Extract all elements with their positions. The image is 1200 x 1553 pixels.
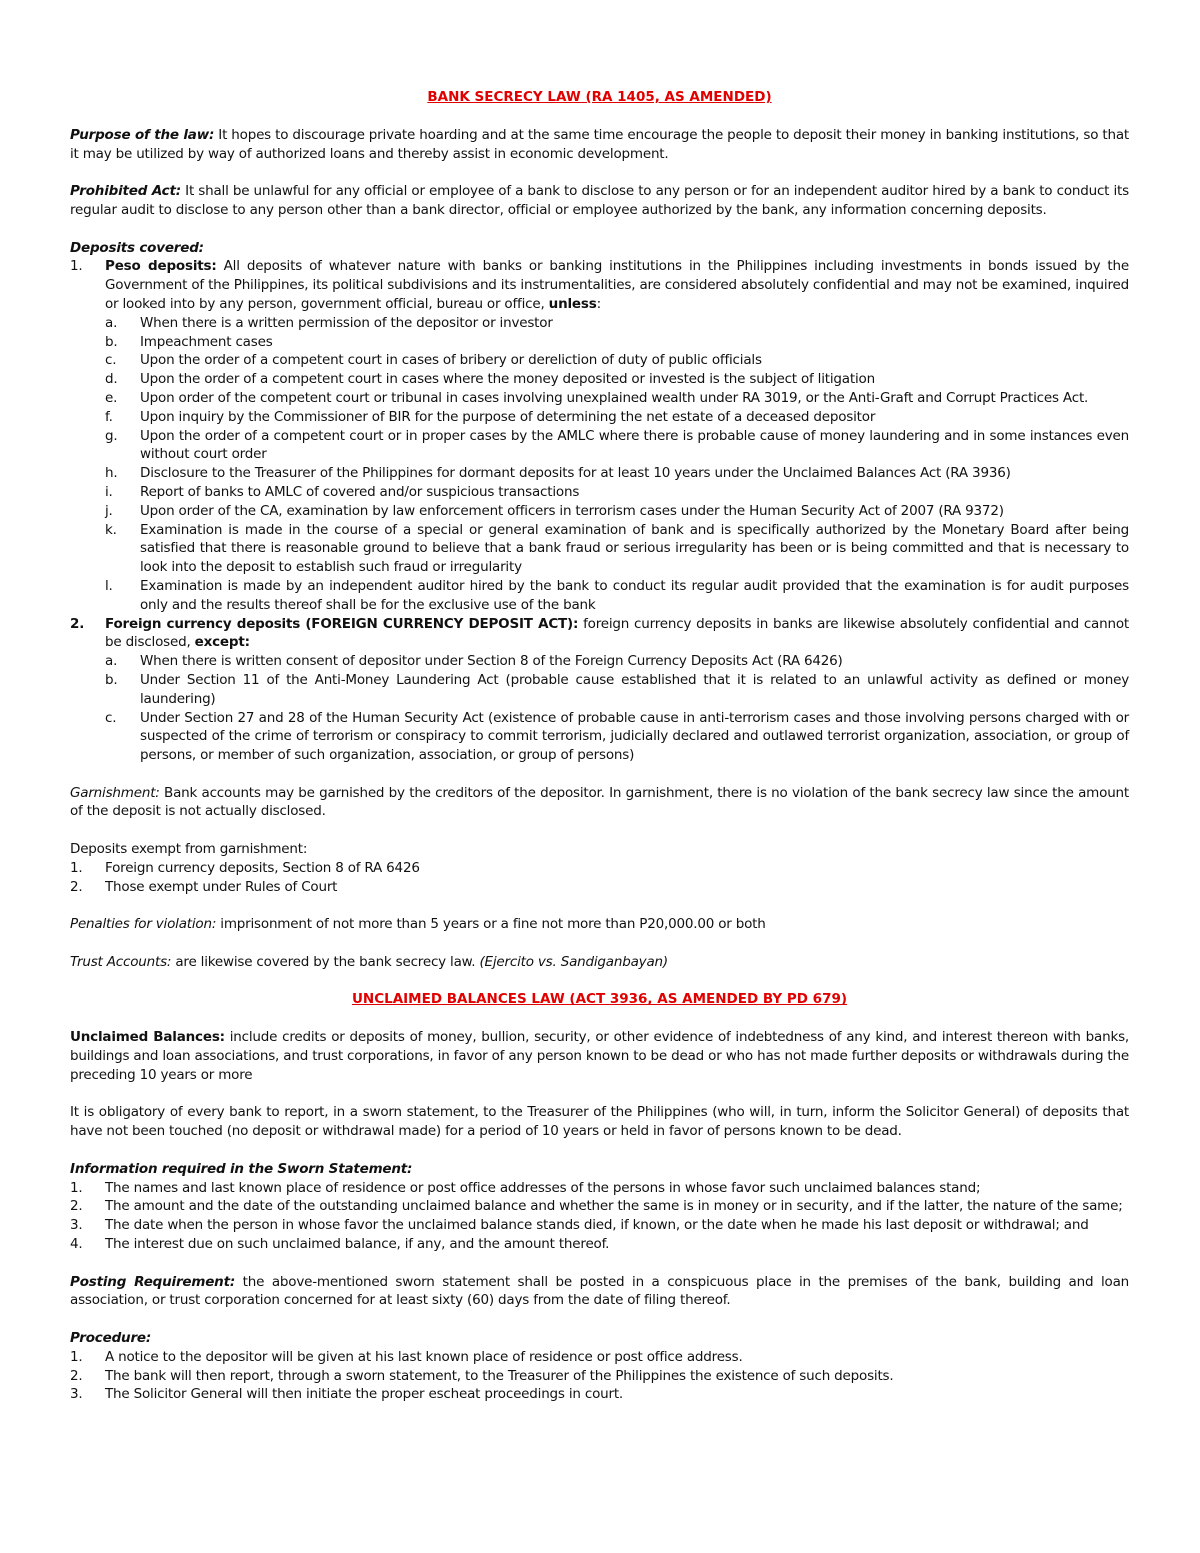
list-item bbox=[70, 1235, 1129, 1254]
list-item bbox=[70, 878, 1129, 897]
list-marker: a. bbox=[105, 314, 118, 331]
exempt-deposits-list bbox=[70, 859, 1129, 897]
penalties-label: Penalties for violation: bbox=[70, 916, 217, 933]
list-item bbox=[70, 859, 1129, 878]
except-keyword: except: bbox=[194, 634, 250, 651]
garnishment-paragraph bbox=[70, 784, 1129, 822]
posting-requirement-text: the above-mentioned sworn statement shall be posted in a conspicuous place in the premises of the bank, building and loan association, or trust corporation concerned for at least sixty (60) days from the date of filing thereof. bbox=[70, 1273, 1129, 1309]
list-marker: 4. bbox=[70, 1236, 83, 1253]
case-citation: (Ejercito vs. Sandiganbayan) bbox=[479, 953, 668, 970]
list-item-text: The interest due on such unclaimed balance, if any, and the amount thereof. bbox=[105, 1236, 610, 1253]
list-item-text: Upon the order of a competent court or in proper cases by the AMLC where there is probable cause of money laundering and in some instances even without court order bbox=[140, 427, 1129, 463]
list-marker: 2. bbox=[70, 615, 85, 632]
list-item-text: The names and last known place of residence or post office addresses of the persons in whose favor such unclaimed balances stand; bbox=[105, 1179, 981, 1196]
list-item-text: Report of banks to AMLC of covered and/or suspicious transactions bbox=[140, 483, 580, 500]
list-item bbox=[105, 521, 1129, 577]
list-marker: 2. bbox=[70, 1367, 83, 1384]
foreign-exceptions-list bbox=[105, 652, 1129, 765]
posting-requirement-label: Posting Requirement: bbox=[70, 1273, 236, 1290]
list-marker: l. bbox=[105, 577, 113, 594]
list-item-text: Examination is made in the course of a special or general examination of bank and is specifically authorized by the Monetary Board after being satisfied that there is reasonable ground to believe that a bank fraud or serious irregularity has been or is being committed and that is necessary to look into the deposit to establish such fraud or irregularity bbox=[140, 521, 1129, 576]
list-marker: a. bbox=[105, 653, 118, 670]
sworn-statement-info-list bbox=[70, 1179, 1129, 1254]
list-marker: 3. bbox=[70, 1386, 83, 1403]
list-item-text: When there is written consent of depositor under Section 8 of the Foreign Currency Deposits Act (RA 6426) bbox=[140, 653, 843, 670]
list-item bbox=[70, 1216, 1129, 1235]
list-item bbox=[105, 370, 1129, 389]
peso-deposits-text: All deposits of whatever nature with banks or banking institutions in the Philippines including investments in bonds issued by the Government of the Philippines, its political subdivisions and its instrumentalities, are considered absolutely confidential and may not be examined, inquired or looked into by any person, government official, bureau or office, bbox=[105, 258, 1129, 312]
colon: : bbox=[596, 295, 601, 312]
list-marker: 2. bbox=[70, 1198, 83, 1215]
prohibited-act-paragraph bbox=[70, 182, 1129, 220]
unclaimed-balances-definition bbox=[70, 1028, 1129, 1084]
list-item-text: When there is a written permission of the depositor or investor bbox=[140, 314, 553, 331]
peso-deposits-label: Peso deposits: bbox=[105, 258, 217, 275]
purpose-label: Purpose of the law: bbox=[70, 126, 215, 143]
list-marker: k. bbox=[105, 521, 117, 538]
posting-requirement-paragraph bbox=[70, 1273, 1129, 1311]
exempt-deposits-title: Deposits exempt from garnishment: bbox=[70, 841, 308, 858]
list-item-text: Under Section 11 of the Anti-Money Laundering Act (probable cause established that it is related to an unlawful activity as defined or money laundering) bbox=[140, 671, 1129, 707]
list-marker: 1. bbox=[70, 1348, 83, 1365]
peso-deposits-item bbox=[70, 257, 1129, 614]
list-item bbox=[70, 1179, 1129, 1198]
list-item bbox=[105, 709, 1129, 765]
list-marker: d. bbox=[105, 371, 118, 388]
list-item-text: Impeachment cases bbox=[140, 333, 273, 350]
list-item bbox=[70, 1385, 1129, 1404]
list-item bbox=[105, 389, 1129, 408]
list-marker: 3. bbox=[70, 1217, 83, 1234]
list-item-text: Examination is made by an independent auditor hired by the bank to conduct its regular audit provided that the examination is for audit purposes only and the results thereof shall be for the exclusive use of the bank bbox=[140, 577, 1129, 613]
list-item-text: Upon inquiry by the Commissioner of BIR for the purpose of determining the net estate of a deceased depositor bbox=[140, 408, 876, 425]
list-marker: b. bbox=[105, 671, 118, 688]
list-item-text: The bank will then report, through a sworn statement, to the Treasurer of the Philippines the existence of such deposits. bbox=[105, 1367, 894, 1384]
list-item bbox=[70, 1367, 1129, 1386]
list-item-text: Upon order of the CA, examination by law enforcement officers in terrorism cases under the Human Security Act of 2007 (RA 9372) bbox=[140, 502, 1004, 519]
foreign-currency-deposits-item bbox=[70, 615, 1129, 765]
list-item bbox=[70, 1197, 1129, 1216]
list-marker: 1. bbox=[70, 859, 83, 876]
trust-accounts-label: Trust Accounts: bbox=[70, 953, 172, 970]
list-item bbox=[105, 577, 1129, 615]
list-marker: 2. bbox=[70, 878, 83, 895]
list-item-text: Disclosure to the Treasurer of the Philippines for dormant deposits for at least 10 years under the Unclaimed Balances Act (RA 3936) bbox=[140, 465, 1011, 482]
list-item bbox=[105, 351, 1129, 370]
garnishment-label: Garnishment: bbox=[70, 784, 160, 801]
list-item-text: The date when the person in whose favor the unclaimed balance stands died, if known, or the date when he made his last deposit or withdrawal; and bbox=[105, 1217, 1089, 1234]
unclaimed-balances-label: Unclaimed Balances: bbox=[70, 1029, 225, 1046]
list-item-text: Upon order of the competent court or tribunal in cases involving unexplained wealth under RA 3019, or the Anti-Graft and Corrupt Practices Act. bbox=[140, 389, 1089, 406]
list-item bbox=[105, 652, 1129, 671]
unclaimed-balances-law-title: UNCLAIMED BALANCES LAW (ACT 3936, AS AMENDED BY PD 679) bbox=[351, 991, 848, 1008]
prohibited-act-label: Prohibited Act: bbox=[70, 183, 181, 200]
list-marker: c. bbox=[105, 352, 117, 369]
foreign-currency-label: Foreign currency deposits (FOREIGN CURRENCY DEPOSIT ACT): bbox=[105, 615, 579, 632]
foreign-currency-text: foreign currency deposits in banks are likewise absolutely confidential and cannot be disclosed, bbox=[105, 615, 1129, 651]
list-marker: e. bbox=[105, 389, 118, 406]
list-item bbox=[70, 1348, 1129, 1367]
list-item-text: Upon the order of a competent court in cases of bribery or dereliction of duty of public officials bbox=[140, 352, 762, 369]
list-item-text: The Solicitor General will then initiate the proper escheat proceedings in court. bbox=[105, 1386, 624, 1403]
list-item-text: Upon the order of a competent court in cases where the money deposited or invested is the subject of litigation bbox=[140, 371, 875, 388]
list-marker: c. bbox=[105, 709, 117, 726]
list-item bbox=[105, 427, 1129, 465]
penalties-text: imprisonment of not more than 5 years or a fine not more than P20,000.00 or both bbox=[216, 916, 766, 933]
unclaimed-balances-text: include credits or deposits of money, bullion, security, or other evidence of indebtedness of any kind, and interest thereon with banks, buildings and loan associations, and trust corporations, in favor of any person known to be dead or who has not made further deposits or withdrawals during the preceding 10 years or more bbox=[70, 1029, 1129, 1083]
list-marker: f. bbox=[105, 408, 113, 425]
list-marker: 1. bbox=[70, 258, 83, 275]
peso-exceptions-list bbox=[105, 314, 1129, 615]
list-marker: b. bbox=[105, 333, 118, 350]
list-item bbox=[105, 502, 1129, 521]
list-item bbox=[105, 314, 1129, 333]
list-marker: g. bbox=[105, 427, 118, 444]
deposits-covered-label: Deposits covered: bbox=[70, 239, 204, 256]
trust-accounts-paragraph bbox=[70, 953, 1129, 972]
prohibited-act-text: It shall be unlawful for any official or employee of a bank to disclose to any person or for an independent auditor hired by a bank to conduct its regular audit to disclose to any person other than a bank director, official or employee authorized by the bank, any information concerning deposits. bbox=[70, 183, 1129, 218]
list-marker: j. bbox=[105, 502, 113, 519]
sworn-statement-info-label: Information required in the Sworn Statement: bbox=[70, 1160, 413, 1177]
garnishment-text: Bank accounts may be garnished by the creditors of the depositor. In garnishment, there is no violation of the bank secrecy law since the amount of the deposit is not actually disclosed. bbox=[70, 784, 1129, 820]
list-item bbox=[105, 671, 1129, 709]
list-item-text: The amount and the date of the outstanding unclaimed balance and whether the same is in money or in security, and if the latter, the nature of the same; bbox=[105, 1198, 1123, 1215]
list-marker: h. bbox=[105, 465, 118, 482]
list-item bbox=[105, 464, 1129, 483]
purpose-text: It hopes to discourage private hoarding and at the same time encourage the people to deposit their money in banking institutions, so that it may be utilized by way of authorized loans and thereby assist in economic development. bbox=[70, 126, 1129, 162]
list-item-text: Foreign currency deposits, Section 8 of RA 6426 bbox=[105, 859, 420, 876]
list-item bbox=[105, 408, 1129, 427]
list-item bbox=[105, 483, 1129, 502]
list-item-text: Those exempt under Rules of Court bbox=[105, 878, 338, 895]
obligation-paragraph: It is obligatory of every bank to report, in a sworn statement, to the Treasurer of the Philippines (who will, in turn, inform the Solicitor General) of deposits that have not been touched (no deposit or withdrawal made) for a period of 10 years or held in favor of persons known to be dead. bbox=[70, 1104, 1129, 1140]
list-marker: i. bbox=[105, 483, 113, 500]
unless-keyword: unless bbox=[548, 295, 597, 312]
trust-accounts-text: are likewise covered by the bank secrecy law. bbox=[171, 953, 480, 970]
list-item bbox=[105, 333, 1129, 352]
list-item-text: A notice to the depositor will be given at his last known place of residence or post office address. bbox=[105, 1348, 743, 1365]
penalties-paragraph bbox=[70, 915, 1129, 934]
list-marker: 1. bbox=[70, 1179, 83, 1196]
document-page bbox=[70, 88, 1129, 1404]
procedure-list bbox=[70, 1348, 1129, 1404]
bank-secrecy-law-title: BANK SECRECY LAW (RA 1405, AS AMENDED) bbox=[427, 89, 772, 105]
purpose-paragraph bbox=[70, 126, 1129, 164]
procedure-label: Procedure: bbox=[70, 1330, 152, 1346]
list-item-text: Under Section 27 and 28 of the Human Security Act (existence of probable cause in anti-terrorism cases and those involving persons charged with or suspected of the crime of terrorism or conspiracy to commit terrorism, judicially declared and outlawed terrorist organization, association, or group of persons, or member of such organization, association, or group of persons) bbox=[140, 709, 1129, 764]
